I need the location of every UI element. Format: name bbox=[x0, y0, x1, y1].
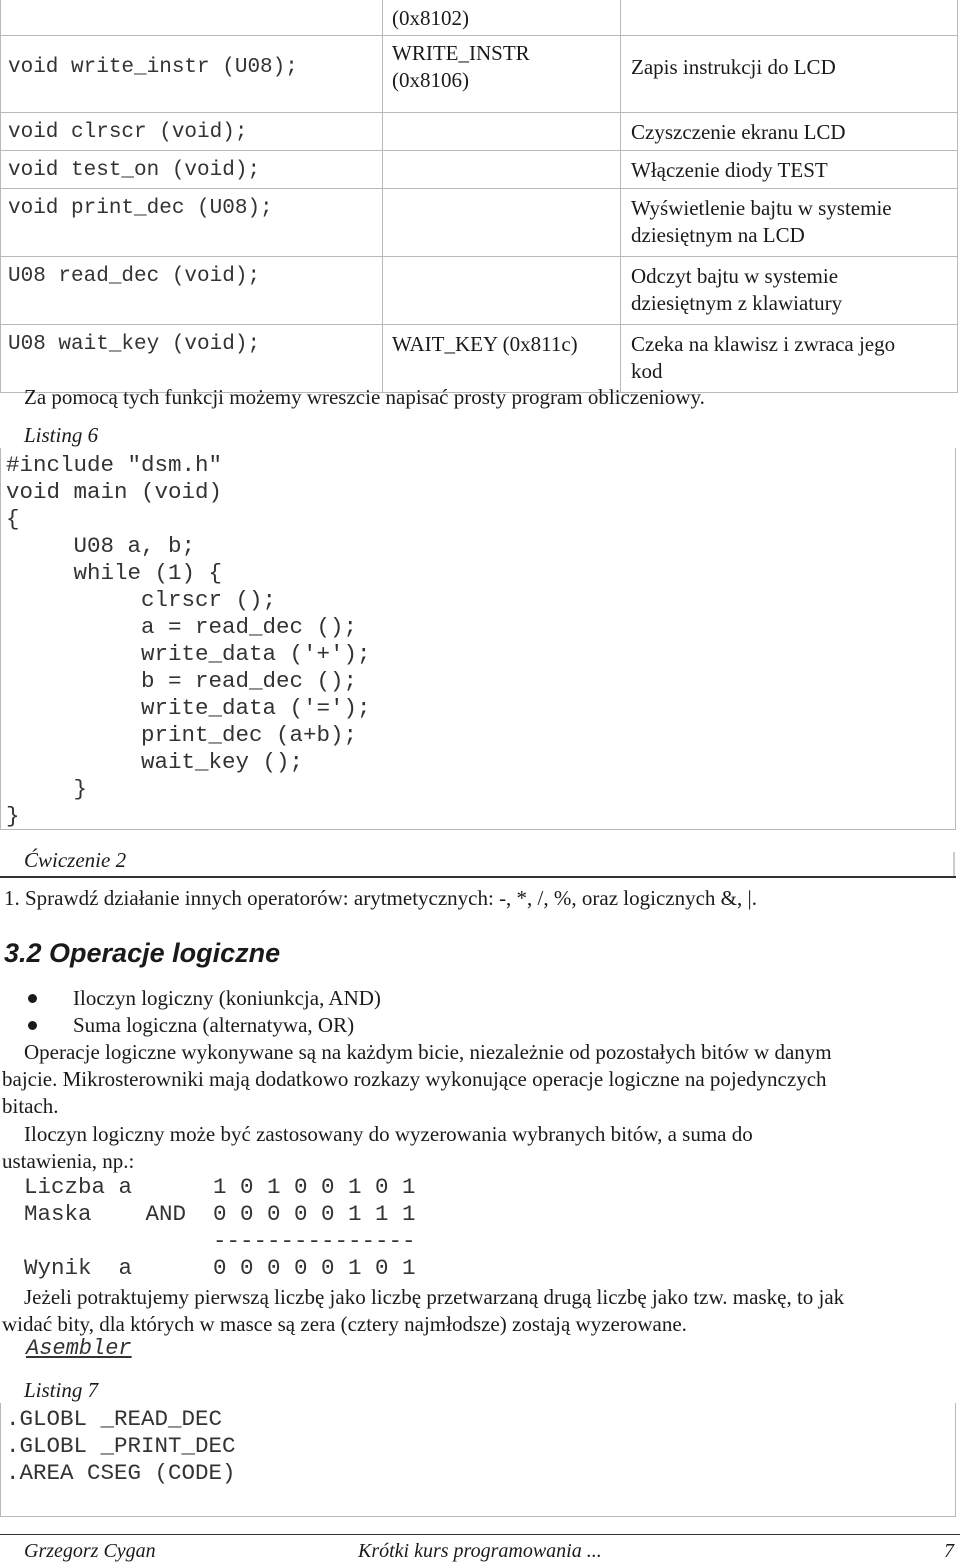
exercise-divider bbox=[0, 876, 956, 878]
desc-cell: Wyświetlenie bajtu w systemie dziesiętnym na LCD bbox=[621, 189, 958, 257]
table-row bbox=[1, 257, 958, 325]
listing-6-caption: Listing 6 bbox=[24, 423, 99, 447]
table-row bbox=[1, 325, 958, 393]
macro-cell bbox=[383, 113, 621, 151]
table-row bbox=[1, 0, 958, 36]
desc-cell: Zapis instrukcji do LCD bbox=[621, 36, 958, 113]
paragraph-line: bitach. bbox=[2, 1094, 59, 1118]
desc-cell bbox=[621, 0, 958, 36]
func-cell: void clrscr (void); bbox=[1, 113, 383, 151]
footer-page-number: 7 bbox=[944, 1540, 954, 1562]
table-row bbox=[1, 113, 958, 151]
macro-cell: WAIT_KEY (0x811c) bbox=[383, 325, 621, 393]
paragraph-line: Operacje logiczne wykonywane są na każdym bicie, niezależnie od pozostałych bitów w danym bbox=[24, 1040, 832, 1064]
paragraph-line: ustawienia, np.: bbox=[2, 1149, 135, 1173]
mask-example: Liczba a 1 0 1 0 0 1 0 1 Maska AND 0 0 0 0 0 1 1 1 --------------- Wynik a 0 0 0 0 0 1 0 1 bbox=[24, 1174, 416, 1281]
footer-divider bbox=[0, 1534, 960, 1535]
footer-title: Krótki kurs programowania ... bbox=[358, 1540, 602, 1562]
paragraph-line: Jeżeli potraktujemy pierwszą liczbę jako liczbę przetwarzaną drugą liczbę jako tzw. maskę, to jak bbox=[24, 1285, 845, 1309]
bullet-text: Suma logiczna (alternatywa, OR) bbox=[73, 1013, 355, 1037]
paragraph-line: widać bity, dla których w masce są zera (cztery najmłodsze) zostają wyzerowane. bbox=[2, 1312, 687, 1336]
listing-7-code: .GLOBL _READ_DEC .GLOBL _PRINT_DEC .AREA CSEG (CODE) bbox=[6, 1406, 236, 1486]
listing-7-caption: Listing 7 bbox=[24, 1378, 99, 1402]
table-row bbox=[1, 151, 958, 189]
listing-6-code-box bbox=[0, 448, 956, 830]
desc-cell: Czyszczenie ekranu LCD bbox=[621, 113, 958, 151]
paragraph-line: bajcie. Mikrosterowniki mają dodatkowo rozkazy wykonujące operacje logiczne na pojedynczych bbox=[2, 1067, 827, 1091]
func-cell: void print_dec (U08); bbox=[1, 189, 383, 257]
desc-cell: Włączenie diody TEST bbox=[621, 151, 958, 189]
bullet-dot-icon bbox=[28, 994, 37, 1003]
func-cell: void test_on (void); bbox=[1, 151, 383, 189]
func-cell: void write_instr (U08); bbox=[1, 36, 383, 113]
macro-cell: (0x8102) bbox=[383, 0, 621, 36]
func-cell: U08 read_dec (void); bbox=[1, 257, 383, 325]
function-table bbox=[0, 0, 958, 393]
exercise-caption: Ćwiczenie 2 bbox=[24, 848, 127, 872]
exercise-item: 1. Sprawdź działanie innych operatorów: arytmetycznych: -, *, /, %, oraz logicznych &, |. bbox=[4, 886, 757, 910]
bullet-dot-icon bbox=[28, 1021, 37, 1030]
desc-cell: Odczyt bajtu w systemie dziesiętnym z klawiatury bbox=[621, 257, 958, 325]
table-row bbox=[1, 36, 958, 113]
exercise-divider-end bbox=[953, 852, 955, 876]
paragraph-line: Iloczyn logiczny może być zastosowany do wyzerowania wybranych bitów, a suma do bbox=[24, 1122, 753, 1146]
listing-6-code: #include "dsm.h" void main (void) { U08 a, b; while (1) { clrscr (); a = read_dec (); write_data ('+'); b = read_dec (); write_data ('='); print_dec (a+b); wait_key (); } } bbox=[6, 452, 371, 829]
func-cell bbox=[1, 0, 383, 36]
macro-cell bbox=[383, 189, 621, 257]
macro-cell bbox=[383, 151, 621, 189]
asembler-link[interactable]: Asembler bbox=[26, 1336, 132, 1361]
func-cell: U08 wait_key (void); bbox=[1, 325, 383, 393]
intro-paragraph: Za pomocą tych funkcji możemy wreszcie napisać prosty program obliczeniowy. bbox=[24, 385, 705, 409]
desc-cell: Czeka na klawisz i zwraca jego kod bbox=[621, 325, 958, 393]
section-heading: 3.2 Operacje logiczne bbox=[4, 938, 281, 968]
table-row bbox=[1, 189, 958, 257]
footer-author: Grzegorz Cygan bbox=[24, 1540, 156, 1562]
listing-7-code-box bbox=[0, 1403, 956, 1517]
bullet-text: Iloczyn logiczny (koniunkcja, AND) bbox=[73, 986, 381, 1010]
macro-cell: WRITE_INSTR (0x8106) bbox=[383, 36, 621, 113]
macro-cell bbox=[383, 257, 621, 325]
